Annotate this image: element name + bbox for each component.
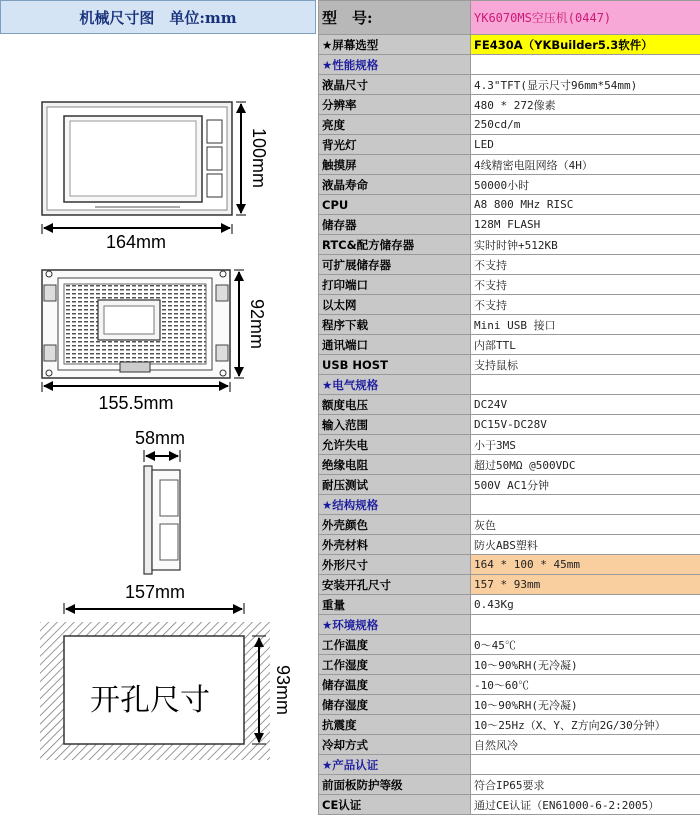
spec-row [319,515,700,535]
spec-value: YK6070MS空压机(0447) [471,1,700,35]
spec-row [319,635,700,655]
spec-value: 250cd/m [471,115,700,135]
spec-key: 打印端口 [319,275,471,295]
spec-key: 亮度 [319,115,471,135]
spec-value: 自然风冷 [471,735,700,755]
spec-section-row [319,375,700,395]
spec-key: 储存器 [319,215,471,235]
spec-section-row [319,495,700,515]
spec-row [319,195,700,215]
spec-value: FE430A（YKBuilder5.3软件） [471,35,700,55]
front-height-label: 100mm [249,128,269,188]
spec-value: 500V AC1分钟 [471,475,700,495]
spec-row [319,75,700,95]
depth-label: 58mm [135,428,185,448]
dimension-drawings [0,35,318,814]
spec-row [319,35,700,55]
spec-key: RTC&配方储存器 [319,235,471,255]
spec-key: ★屏幕选型 [319,35,471,55]
spec-value [471,55,700,75]
spec-key: 储存湿度 [319,695,471,715]
spec-key: 额度电压 [319,395,471,415]
spec-key: 外壳颜色 [319,515,471,535]
spec-key: 安装开孔尺寸 [319,575,471,595]
spec-key: 工作温度 [319,635,471,655]
spec-value: 通过CE认证（EN61000-6-2:2005） [471,795,700,815]
spec-key: 允许失电 [319,435,471,455]
spec-row [319,795,700,815]
spec-value: 不支持 [471,255,700,275]
spec-value: 内部TTL [471,335,700,355]
spec-row [319,435,700,455]
spec-table [318,0,700,815]
spec-value: 不支持 [471,275,700,295]
spec-row [319,415,700,435]
spec-key: 工作湿度 [319,655,471,675]
spec-key: 耐压测试 [319,475,471,495]
spec-value: DC15V-DC28V [471,415,700,435]
spec-value [471,755,700,775]
spec-row [319,555,700,575]
cutout-height-label: 93mm [273,665,293,715]
spec-value: 10～25Hz（X、Y、Z方向2G/30分钟） [471,715,700,735]
spec-key: 分辨率 [319,95,471,115]
spec-key: 以太网 [319,295,471,315]
cutout-title: 开孔尺寸 [90,683,210,718]
spec-key: 外壳材料 [319,535,471,555]
spec-value: 支持鼠标 [471,355,700,375]
spec-key: 通讯端口 [319,335,471,355]
spec-key: 前面板防护等级 [319,775,471,795]
spec-value: 符合IP65要求 [471,775,700,795]
spec-value: 4.3"TFT(显示尺寸96mm*54mm) [471,75,700,95]
spec-value: A8 800 MHz RISC [471,195,700,215]
spec-key: 程序下载 [319,315,471,335]
spec-row [319,315,700,335]
spec-key: 储存温度 [319,675,471,695]
spec-section-row [319,55,700,75]
spec-value: 不支持 [471,295,700,315]
spec-key: USB HOST [319,355,471,375]
spec-row [319,475,700,495]
spec-key: 背光灯 [319,135,471,155]
spec-key: 重量 [319,595,471,615]
spec-row [319,215,700,235]
spec-value: 4线精密电阻网络（4H） [471,155,700,175]
spec-key: 冷却方式 [319,735,471,755]
back-width-label: 155.5mm [98,393,173,413]
spec-row [319,355,700,375]
spec-row [319,395,700,415]
spec-key: 外形尺寸 [319,555,471,575]
spec-key: 输入范围 [319,415,471,435]
spec-row [319,715,700,735]
spec-key: 抗震度 [319,715,471,735]
side-view [144,450,180,574]
spec-key: ★环境规格 [319,615,471,635]
spec-value: 164 * 100 * 45mm [471,555,700,575]
spec-value: 小于3MS [471,435,700,455]
spec-section-row [319,755,700,775]
spec-key: 型 号: [319,1,471,35]
spec-value: LED [471,135,700,155]
front-view [42,102,246,234]
spec-key: 绝缘电阻 [319,455,471,475]
spec-row [319,335,700,355]
spec-row [319,455,700,475]
spec-row [319,175,700,195]
drawing-title: 机械尺寸图 单位:mm [0,0,316,34]
spec-key: ★性能规格 [319,55,471,75]
spec-value: 实时时钟+512KB [471,235,700,255]
back-height-label: 92mm [247,299,267,349]
spec-row [319,135,700,155]
spec-row [319,1,700,35]
spec-row [319,275,700,295]
spec-value: 480 * 272像素 [471,95,700,115]
spec-row [319,595,700,615]
spec-value: 10～90%RH(无冷凝) [471,695,700,715]
spec-value: -10～60℃ [471,675,700,695]
spec-value: 超过50MΩ @500VDC [471,455,700,475]
spec-value: 灰色 [471,515,700,535]
spec-row [319,155,700,175]
spec-value [471,375,700,395]
spec-value: 0.43Kg [471,595,700,615]
spec-value [471,495,700,515]
spec-key: ★电气规格 [319,375,471,395]
spec-row [319,535,700,555]
front-width-label: 164mm [106,232,166,252]
spec-key: CPU [319,195,471,215]
spec-row [319,255,700,275]
spec-section-row [319,615,700,635]
spec-key: CE认证 [319,795,471,815]
spec-key: 可扩展储存器 [319,255,471,275]
spec-row [319,735,700,755]
spec-row [319,575,700,595]
drawing-panel [0,0,318,814]
spec-row [319,695,700,715]
spec-value: 防火ABS塑料 [471,535,700,555]
spec-value: 157 * 93mm [471,575,700,595]
spec-row [319,655,700,675]
spec-value: Mini USB 接口 [471,315,700,335]
spec-key: 液晶寿命 [319,175,471,195]
spec-key: ★产品认证 [319,755,471,775]
spec-value: 128M FLASH [471,215,700,235]
spec-key: ★结构规格 [319,495,471,515]
spec-row [319,115,700,135]
spec-row [319,675,700,695]
spec-key: 液晶尺寸 [319,75,471,95]
cutout-view [40,603,270,760]
spec-row [319,95,700,115]
spec-row [319,235,700,255]
spec-value [471,615,700,635]
spec-row [319,775,700,795]
spec-value: 0～45℃ [471,635,700,655]
spec-row [319,295,700,315]
spec-value: 50000小时 [471,175,700,195]
spec-key: 触摸屏 [319,155,471,175]
back-view [42,270,244,392]
spec-value: DC24V [471,395,700,415]
spec-value: 10～90%RH(无冷凝) [471,655,700,675]
cutout-width-label: 157mm [125,582,185,602]
